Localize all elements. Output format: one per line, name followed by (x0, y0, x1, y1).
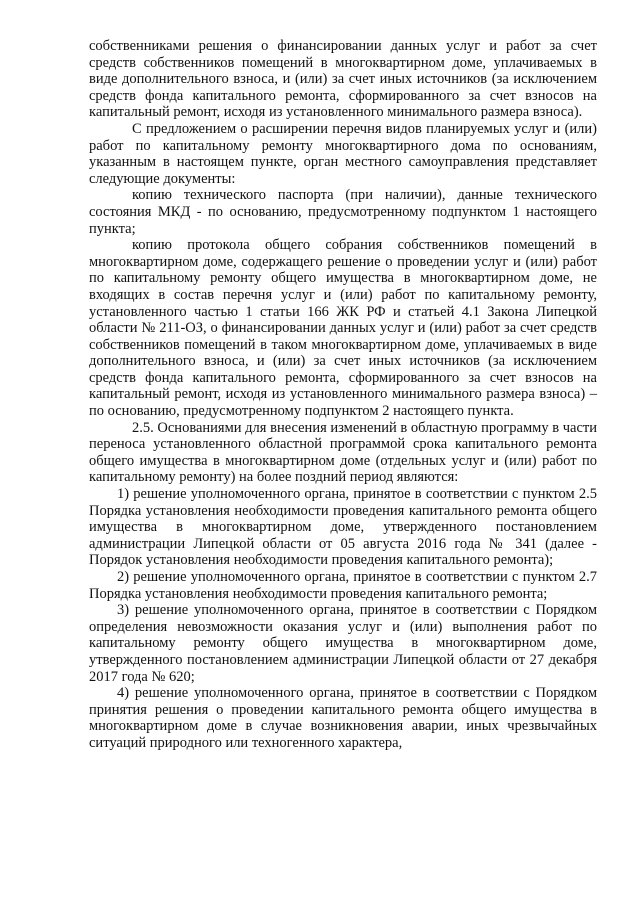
paragraph-funding-continuation: собственниками решения о финансировании данных услуг и работ за счет средств собственников помещений в многоквартирном доме, уплачиваемых в виде дополнительного взноса, и (или) за счет иных источников (за исключением средств фонда капитального ремонта, сформированного за счет взносов на капитальный ремонт, исходя из установленного минимального размера взноса). (89, 38, 597, 121)
document-page (89, 38, 597, 752)
paragraph-meeting-protocol: копию протокола общего собрания собственников помещений в многоквартирном доме, содержащего решение о проведении услуг и (или) работ по капитальному ремонту общего имущества в многоквартирном доме, не входящих в состав перечня услуг и (или) работ по капитальному ремонту, установленного частью 1 статьи 166 ЖК РФ и статьей 4.1 Закона Липецкой области № 211-ОЗ, о финансировании данных услуг и (или) работ за счет средств собственников помещений в таком многоквартирном доме, уплачиваемых в виде дополнительного взноса, и (или) за счет иных источников (за исключением средств фонда капитального ремонта, сформированного за счет взносов на капитальный ремонт, исходя из установленного минимального размера взноса) – по основанию, предусмотренному подпунктом 2 настоящего пункта. (89, 237, 597, 420)
list-item-2: 2) решение уполномоченного органа, принятое в соответствии с пунктом 2.7 Порядка установления необходимости проведения капитального ремонта; (89, 569, 597, 602)
list-item-3: 3) решение уполномоченного органа, принятое в соответствии с Порядком определения невозможности оказания услуг и (или) выполнения работ по капитальному ремонту общего имущества в многоквартирном доме, утвержденного постановлением администрации Липецкой области от 27 декабря 2017 года № 620; (89, 602, 597, 685)
list-item-1: 1) решение уполномоченного органа, принятое в соответствии с пунктом 2.5 Порядка установления необходимости проведения капитального ремонта общего имущества в многоквартирном доме, утвержденного постановлением администрации Липецкой области от 05 августа 2016 года № 341 (далее - Порядок установления необходимости проведения капитального ремонта); (89, 486, 597, 569)
paragraph-technical-passport: копию технического паспорта (при наличии), данные технического состояния МКД - по основанию, предусмотренному подпунктом 1 настоящего пункта; (89, 187, 597, 237)
paragraph-section-2-5: 2.5. Основаниями для внесения изменений в областную программу в части переноса установленного областной программой срока капитального ремонта общего имущества в многоквартирном доме (отдельных услуг и (или) работ по капитальному ремонту) на более поздний период являются: (89, 419, 597, 486)
paragraph-proposal-intro: С предложением о расширении перечня видов планируемых услуг и (или) работ по капитальному ремонту многоквартирного дома по основаниям, указанным в настоящем пункте, орган местного самоуправления представляет следующие документы: (89, 120, 597, 187)
list-item-4: 4) решение уполномоченного органа, принятое в соответствии с Порядком принятия решения о проведении капитального ремонта общего имущества в многоквартирном доме в случае возникновения аварии, иных чрезвычайных ситуаций природного или техногенного характера, (89, 685, 597, 751)
